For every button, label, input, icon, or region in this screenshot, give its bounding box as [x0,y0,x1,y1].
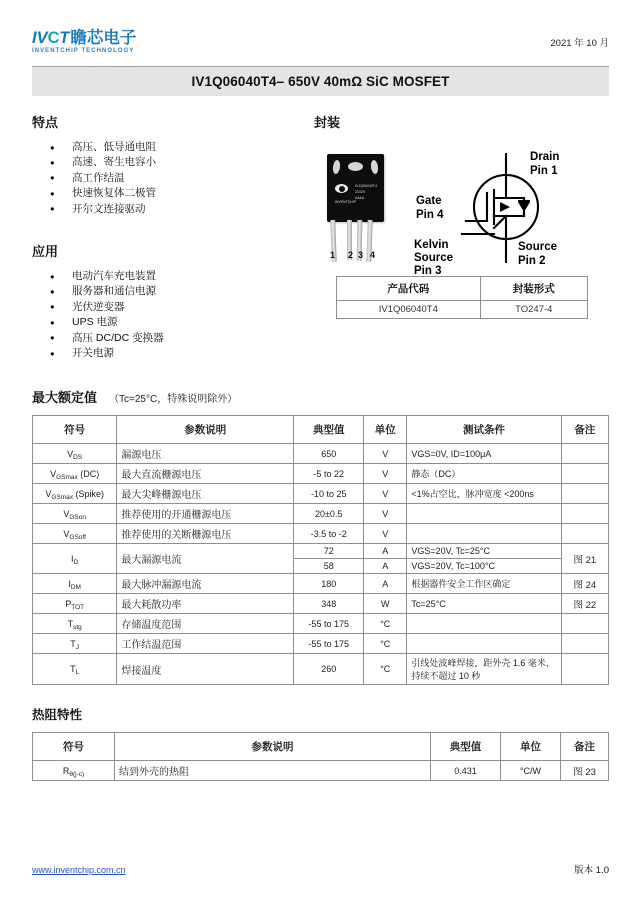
cell-description: 推荐使用的关断栅源电压 [117,524,294,544]
table-row [33,761,609,781]
col-description: 参数说明 [115,733,431,761]
col-typical: 典型值 [294,416,364,444]
cell-note [561,634,608,654]
col-description: 参数说明 [117,416,294,444]
cell-symbol: $P_{TOT}$ [33,594,117,614]
cell-symbol: $T_J$ [33,634,117,654]
cell-symbol: $V_{GSmax}$ (DC) [33,464,117,484]
cell-condition: 根据器件安全工作区确定 [407,574,561,594]
cell-condition [407,504,561,524]
cell-note: 图 24 [561,574,608,594]
document-title-band [32,66,609,96]
cell-condition [407,634,561,654]
label-kelvin-source: Source [414,252,453,264]
list-item: ● 高速、寄生电容小 [50,155,300,170]
cell-typical: 0.431 [431,761,501,781]
package-marking-line: 2102X [355,190,366,194]
cell-description: 最大漏源电流 [117,544,294,574]
logo-text-chinese: 瞻芯电子 [70,29,137,47]
cell-unit: V [364,464,407,484]
label-gate: Gate [416,195,442,207]
table-header-row [33,416,609,444]
document-date: 2021 年 10 月 [550,38,609,49]
page-footer [32,862,609,876]
cell-note: 图 23 [561,761,609,781]
logo-text-iv: IV [32,29,48,47]
col-package-type: 封装形式 [480,277,587,301]
cell-symbol: $V_{DS}$ [33,444,117,464]
table-header-row [337,277,588,301]
cell-note [561,654,608,685]
cell-symbol: $I_D$ [33,544,117,574]
list-item: ● 高压 DC/DC 变换器 [50,331,300,346]
cell-condition: VGS=0V, ID=100μA [407,444,561,464]
cell-unit: V [364,484,407,504]
page-title: IV1Q06040T4– 650V 40mΩ SiC MOSFET [191,74,450,89]
package-column [300,112,609,361]
company-logo [32,30,136,54]
col-note: 备注 [561,733,609,761]
cell-typical: 20±0.5 [294,504,364,524]
cell-condition [407,614,561,634]
cell-unit: °C/W [501,761,561,781]
cell-condition: Tc=25°C [407,594,561,614]
label-gate-pin: Pin 4 [416,209,444,221]
cell-condition: VGS=20V, Tc=100°C [407,559,561,574]
col-symbol: 符号 [33,416,117,444]
cell-typical: -55 to 175 [294,614,364,634]
list-item: ● 快速恢复体二极管 [50,186,300,201]
col-test-condition: 测试条件 [407,416,561,444]
label-source-pin: Pin 2 [518,255,546,267]
logo-wordmark [32,30,136,47]
table-row [33,634,609,654]
cell-unit: V [364,444,407,464]
intro-columns [32,112,609,361]
pin-number-label: 3 [358,250,364,260]
max-ratings-table [32,415,609,685]
cell-description: 最大耗散功率 [117,594,294,614]
pin-number-label: 4 [370,250,376,260]
cell-package-type: TO247-4 [480,301,587,319]
max-ratings-header [32,387,609,406]
col-note: 备注 [561,416,608,444]
package-body [327,154,384,222]
cell-description: 焊接温度 [117,654,294,685]
cell-symbol: $T_{stg}$ [33,614,117,634]
cell-note [561,524,608,544]
cell-unit: W [364,594,407,614]
website-link[interactable]: www.inventchip.com.cn [32,865,126,875]
logo-text-c: C [47,29,60,47]
product-code-table [336,276,588,319]
cell-unit: V [364,504,407,524]
cell-note: 图 21 [561,544,608,574]
body-diode-icon [518,202,530,212]
features-applications-column [32,112,300,361]
cell-symbol: $R_{\theta(j-c)}$ [33,761,115,781]
label-drain-pin: Pin 1 [530,165,558,177]
cell-note [561,504,608,524]
thermal-table [32,732,609,781]
package-photo [320,154,398,264]
label-drain: Drain [530,151,560,163]
cell-description: 最大直流栅源电压 [117,464,294,484]
package-marking-line: INVENTCHIP [335,200,357,204]
cell-typical: 348 [294,594,364,614]
product-code-table-wrap [314,276,609,319]
cell-symbol: $V_{GSon}$ [33,504,117,524]
cell-typical: 650 [294,444,364,464]
cell-note [561,614,608,634]
cell-typical: -10 to 25 [294,484,364,504]
list-item: ● 高压、低导通电阻 [50,140,300,155]
table-row [33,574,609,594]
cell-typical: 58 [294,559,364,574]
mounting-hole-center [348,162,363,171]
cell-unit: A [364,559,407,574]
package-figure [314,140,609,277]
label-kelvin: Kelvin [414,239,449,251]
cell-typical: 72 [294,544,364,559]
col-unit: 单位 [501,733,561,761]
max-ratings-heading: 最大额定值 [32,390,98,406]
pin-number-label: 1 [330,250,336,260]
cell-condition: 引线处波峰焊接，距外壳 1.6 毫米，持续不超过 10 秒 [407,654,561,685]
label-kelvin-pin: Pin 3 [414,265,442,277]
list-item: ● 服务器和通信电源 [50,284,300,299]
cell-unit: V [364,524,407,544]
table-row [33,524,609,544]
cell-note [561,444,608,464]
max-ratings-condition: （Tc=25°C，特殊说明除外） [109,394,238,406]
table-row [33,464,609,484]
cell-unit: A [364,544,407,559]
logo-text-t: T [59,29,70,47]
cell-unit: °C [364,634,407,654]
list-item: ● 电动汽车充电装置 [50,269,300,284]
list-item: ● UPS 电源 [50,315,300,330]
cell-symbol: $V_{GSoff}$ [33,524,117,544]
cell-typical: 260 [294,654,364,685]
table-header-row [33,733,609,761]
cell-unit: A [364,574,407,594]
cell-description: 推荐使用的开通栅源电压 [117,504,294,524]
package-heading: 封装 [314,115,341,130]
logo-tagline: INVENTCHIP TECHNOLOGY [32,47,135,54]
cell-description: 漏源电压 [117,444,294,464]
cell-note [561,484,608,504]
thermal-heading: 热阻特性 [32,708,83,723]
cell-unit: °C [364,614,407,634]
list-item: ● 高工作结温 [50,171,300,186]
cell-symbol: $T_L$ [33,654,117,685]
table-row [33,614,609,634]
list-item: ● 开尔文连接驱动 [50,202,300,217]
cell-condition: VGS=20V, Tc=25°C [407,544,561,559]
table-row [33,544,609,559]
table-row [33,484,609,504]
pin-number-label: 2 [348,250,354,260]
mounting-slot-right [370,160,379,175]
document-version: 版本 1.0 [574,865,609,876]
cell-typical: -5 to 22 [294,464,364,484]
cell-typical: -55 to 175 [294,634,364,654]
col-symbol: 符号 [33,733,115,761]
package-logo-icon [335,184,348,193]
cell-unit: °C [364,654,407,685]
cell-symbol: $I_{DM}$ [33,574,117,594]
table-row [337,301,588,319]
cell-note [561,464,608,484]
mosfet-symbol-diagram [406,146,606,277]
cell-description: 存储温度范围 [117,614,294,634]
features-heading: 特点 [32,115,59,130]
list-item: ● 光伏逆变器 [50,300,300,315]
channel-arrow-icon [500,202,510,212]
cell-description: 结到外壳的热阻 [115,761,431,781]
col-product-code: 产品代码 [337,277,481,301]
table-row [33,654,609,685]
package-marking-line: AAAA [355,196,365,200]
applications-list [32,269,300,361]
cell-condition [407,524,561,544]
table-row [33,594,609,614]
col-unit: 单位 [364,416,407,444]
features-list [32,140,300,217]
cell-condition: <1%占空比，脉冲宽度 <200ns [407,484,561,504]
label-source: Source [518,241,557,253]
table-row [33,504,609,524]
cell-description: 工作结温范围 [117,634,294,654]
col-typical: 典型值 [431,733,501,761]
list-item: ● 开关电源 [50,346,300,361]
cell-note: 图 22 [561,594,608,614]
package-marking-line: IV1Q06040T4 [355,184,378,188]
cell-symbol: $V_{GSmax}$ (Spike) [33,484,117,504]
cell-condition: 静态（DC） [407,464,561,484]
applications-heading: 应用 [32,244,59,260]
cell-typical: 180 [294,574,364,594]
cell-description: 最大脉冲漏源电流 [117,574,294,594]
cell-product-code: IV1Q06040T4 [337,301,481,319]
table-row [33,444,609,464]
cell-typical: -3.5 to -2 [294,524,364,544]
cell-description: 最大尖峰栅源电压 [117,484,294,504]
mounting-slot-left [332,160,341,175]
page-header [32,0,609,52]
